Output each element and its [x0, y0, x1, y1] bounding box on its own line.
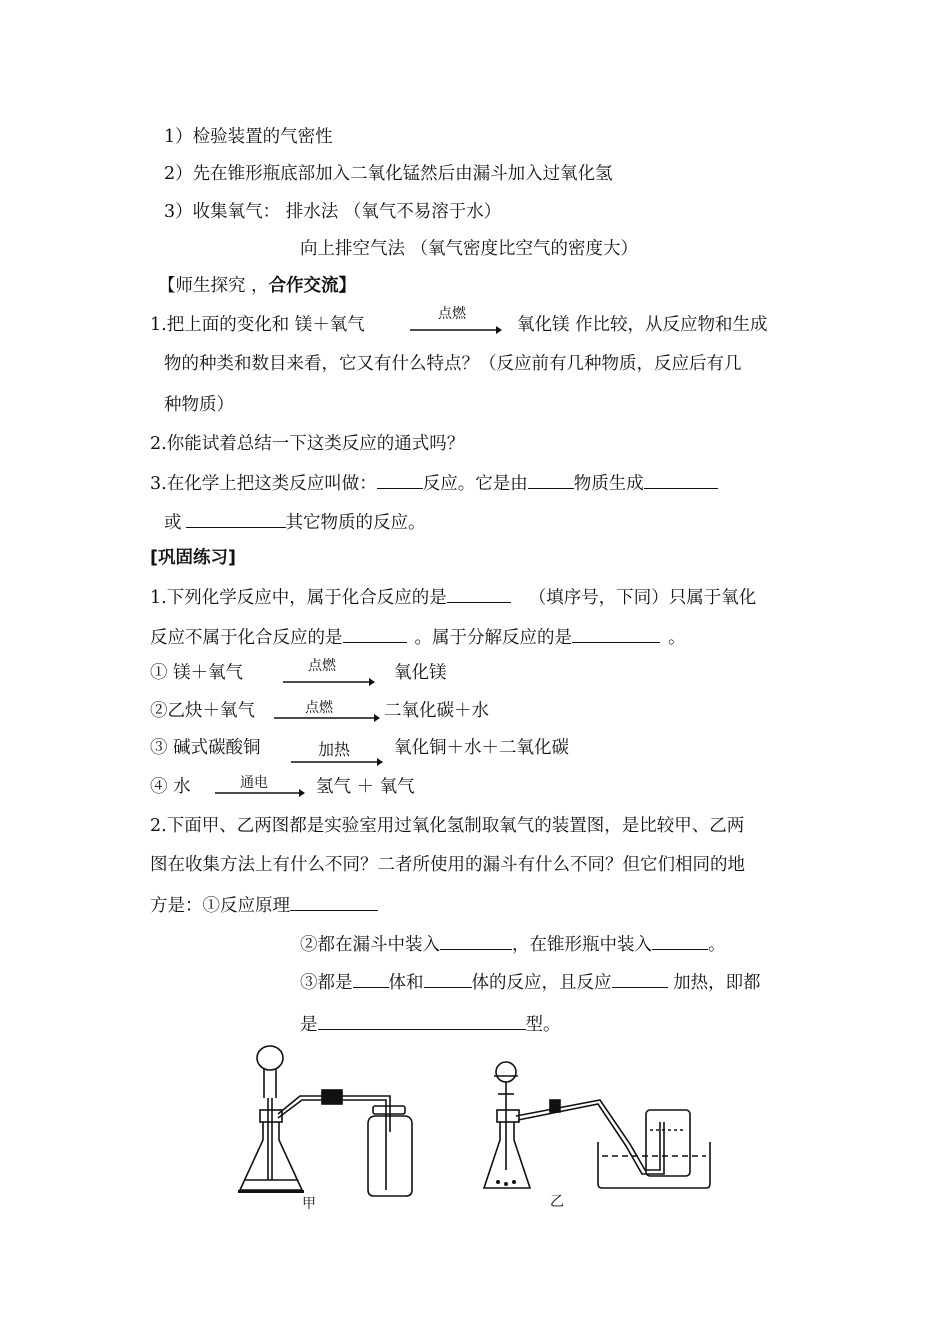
p2-text-heat: 加热，即都: [667, 973, 761, 993]
q3-text-b: 反应。它是由: [422, 474, 528, 494]
p2-text-is: 是: [300, 1015, 318, 1035]
blank-heating[interactable]: [612, 970, 668, 988]
step-1: 1）检验装置的气密性: [164, 127, 333, 147]
q3-text-c: 物质生成: [573, 474, 644, 494]
p2-text-and: 体和: [388, 973, 424, 993]
p2-line6: [300, 1012, 561, 1036]
p1-text-a: 1.下列化学反应中，属于化合反应的是: [150, 588, 447, 608]
reaction-2-right: 二氧化碳＋水: [384, 701, 489, 721]
reaction-4-right: 氢气 ＋ 氧气: [316, 777, 415, 797]
step-2: 2）先在锥形瓶底部加入二氧化锰然后由漏斗加入过氧化氢: [164, 164, 613, 184]
blank-combination[interactable]: [447, 585, 511, 603]
p1-text-e: 。: [668, 628, 686, 648]
reaction-4-arrow: [215, 788, 305, 798]
inquiry-heading: [158, 275, 356, 297]
q3-text-a: 3.在化学上把这类反应叫做：: [150, 474, 377, 494]
p1-line1: [150, 585, 756, 609]
blank-product-count-alt[interactable]: [186, 510, 286, 528]
p2-line3: [150, 893, 378, 917]
p2-text-period: 。: [708, 935, 726, 955]
p2-text-flask: ，在锥形瓶中装入: [512, 935, 652, 955]
p2-line1: 2.下面甲、乙两图都是实验室用过氧化氢制取氧气的装置图，是比较甲、乙两: [150, 816, 745, 836]
p1-text-c: 反应不属于化合反应的是: [150, 628, 343, 648]
inquiry-heading-bold: 合作交流】: [268, 276, 357, 296]
p2-line4: [300, 932, 726, 956]
practice-heading: [巩固练习]: [150, 548, 236, 568]
q1-condition: 点燃: [438, 306, 466, 322]
reaction-1-arrow: [283, 677, 375, 687]
blank-decomposition[interactable]: [572, 625, 660, 643]
p1-line2: [150, 625, 686, 649]
reaction-3-condition: 加热: [318, 740, 351, 759]
inquiry-heading-prefix: 【师生探究 ，: [158, 276, 269, 296]
reaction-4-condition: 通电: [240, 775, 268, 791]
reaction-1-condition: 点燃: [308, 658, 336, 674]
step-3: 3）收集氧气： 排水法 （氧气不易溶于水）: [164, 202, 502, 222]
reaction-1-left: ① 镁＋氧气: [150, 663, 244, 683]
reaction-1-right: 氧化镁: [394, 663, 447, 683]
q1-left: 1.把上面的变化和 镁＋氧气: [150, 315, 365, 335]
blank-funnel-content[interactable]: [440, 932, 512, 950]
apparatus-figure-b: [480, 1050, 730, 1210]
reaction-3-arrow: [291, 757, 383, 767]
blank-apparatus-type[interactable]: [318, 1012, 526, 1030]
apparatus-figure-a: [230, 1040, 430, 1210]
q1-reaction-arrow: [410, 325, 502, 335]
blank-principle[interactable]: [290, 893, 378, 911]
q3-text-e: 其它物质的反应。: [285, 513, 426, 533]
reaction-3-left: ③ 碱式碳酸铜: [150, 738, 261, 758]
reaction-2-condition: 点燃: [305, 700, 333, 716]
p1-text-b: （填序号，下同）只属于氧化: [528, 588, 757, 608]
p2-text-both: ③都是: [300, 973, 353, 993]
blank-flask-content[interactable]: [652, 932, 708, 950]
q3-text-d: 或: [164, 513, 182, 533]
blank-oxidation-only[interactable]: [343, 625, 407, 643]
reaction-4-left: ④ 水: [150, 777, 191, 797]
reaction-2-left: ②乙炔＋氧气: [150, 701, 255, 721]
p2-text-type: 型。: [525, 1015, 561, 1035]
figure-a-label: 甲: [302, 1196, 316, 1210]
p2-line5: [300, 970, 761, 994]
q3-line2: [164, 510, 426, 534]
p2-text-principle: 方是：①反应原理: [150, 896, 290, 916]
blank-reaction-type[interactable]: [377, 471, 423, 489]
p2-line2: 图在收集方法上有什么不同？二者所使用的漏斗有什么不同？但它们相同的地: [150, 855, 745, 875]
figure-b-label: 乙: [550, 1194, 564, 1210]
reaction-3-right: 氧化铜＋水＋二氧化碳: [394, 738, 569, 758]
blank-reactant-count[interactable]: [528, 471, 574, 489]
q1-line3: 种物质）: [164, 395, 234, 415]
blank-product-count[interactable]: [644, 471, 718, 489]
q3-line1: [150, 471, 718, 495]
p2-text-reaction: 体的反应，且反应: [471, 973, 612, 993]
step-3-alt: 向上排空气法 （氧气密度比空气的密度大）: [300, 239, 639, 259]
p1-text-d: 。属于分解反应的是: [414, 628, 572, 648]
reaction-2-arrow: [274, 713, 380, 723]
p2-text-funnel: ②都在漏斗中装入: [300, 935, 440, 955]
blank-state-2[interactable]: [424, 970, 472, 988]
q2: 2.你能试着总结一下这类反应的通式吗？: [150, 434, 465, 454]
q1-line2: 物的种类和数目来看，它又有什么特点？（反应前有几种物质，反应后有几: [164, 354, 742, 374]
q1-right: 氧化镁 作比较，从反应物和生成: [517, 315, 768, 335]
blank-state-1[interactable]: [353, 970, 389, 988]
